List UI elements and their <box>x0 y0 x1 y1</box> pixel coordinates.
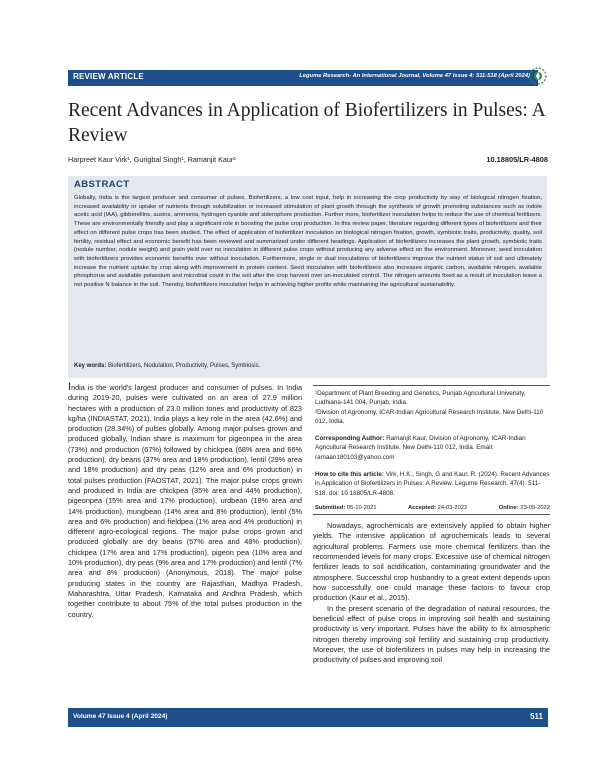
paragraph: In the present scenario of the degradation of natural resources, the beneficial effect of pulse crops in improving soil health and sustaining productivity is very important. Pulses have the ability to fix atmospheric nitrogen thereby improving soil fertility and sustaining crop productivity. Moreover, the use of biofertilizers in pulses may help in increasing the productivity of pulses and improving soil <box>313 603 550 665</box>
drop-letter: I <box>68 381 72 393</box>
footer-issue: Volume 47 Issue 4 (April 2024) <box>73 713 168 720</box>
article-title: Recent Advances in Application of Biofertilizers in Pulses: A Review <box>68 100 545 146</box>
abstract-heading: ABSTRACT <box>74 179 130 190</box>
online-label: Online: <box>498 505 519 511</box>
affiliation-2: ²Division of Agronomy, ICAR-Indian Agricultural Research Institute, New Delhi-110 012, India. <box>315 408 544 425</box>
corresponding-label: Corresponding Author: <box>315 435 385 442</box>
page-number: 511 <box>530 712 543 721</box>
body-right-column <box>313 521 550 666</box>
arc-logo-icon <box>528 66 548 86</box>
intro-text: ndia is the world's largest producer and consumer of pulses. In India during 2019-20, pulses were cultivated on an area of 27.9 million hectares with a production of 23.0 million tones and productivity of 823 kg/ha (INDIASTAT, 2021). India plays a key role in the area (42.6%) and production (28.34%) of pulses globally. Among major pulses grown and produced globally, Indian share is maximum for pigeonpea in the area (73%) and production (67%) followed by chickpea (68% area and 66% production), dry beans (37% area and 18% production), lentil (29% area and 18% production) and dry peas (12% area and 6% production) in total pulses production (FAOSTAT, 2021). The major pulse crops grown and produced in India are chickpea (35% area and 44% production), pigeonpea (15% area and 17% production), urdbean (18% area and 14% production), mungbean (14% area and 8% production), lentil (5% area and 6% production) and fieldpea (1% area and 4% production) in different agro-ecological regions. The major pulse crops grown and produced globally are dry beans (57% area and 48% production), chickpea (17% area and 17% production), pigeon pea (10% area and 10% production), dry peas (9% area and 17% production) and lentil (7% area and 8% production) (Anonymous, 2018). The major pulse producing states in the country are Rajasthan, Madhya Pradesh, Maharashtra, Uttar Pradesh, Karnataka and Andhra Pradesh, which together contribute to about 75% of the total pulses production in the country. <box>68 383 302 619</box>
accepted-label: Accepted: <box>408 505 437 511</box>
paragraph: Nowadays, agrochemicals are extensively applied to obtain higher yields. The intensive application of agrochemicals leads to several agricultural problems. Farmers use more chemical fertilizers than the recommended levels for many crops. Excessive use of chemical nitrogen fertilizer leads to soil acidification, contaminating groundwater and the atmosphere. Successful crop husbandry to a great extent depends upon how successfully one could manage these factors to favour crop production (Kaur et al., 2015). <box>313 521 550 603</box>
authors: Harpreet Kaur Virk¹, Gurigbal Singh¹, Ramanjit Kaur² <box>68 155 236 164</box>
divider <box>313 514 550 515</box>
divider <box>313 385 550 386</box>
introduction <box>68 382 302 620</box>
submitted-date: 05-10-2021 <box>346 505 377 511</box>
corresponding-author <box>315 434 550 462</box>
affiliation-1: ¹Department of Plant Breeding and Genetics, Punjab Agricultural University, Ludhiana-141 004, Punjab, India. <box>315 390 526 407</box>
dates <box>315 505 550 511</box>
submitted-label: Submitted: <box>315 505 346 511</box>
citation-text: Virk, H.K., Singh, G and Kaur, R. (2024). Recent Advances in Application of Biofertilizers in Pulses: A Review. Legume Research. 47(4): 511-518. doi: 10.18805/LR-4808. <box>315 471 550 497</box>
accepted-date: 24-03-2022 <box>437 505 468 511</box>
affiliations <box>315 389 550 426</box>
article-type-label: REVIEW ARTICLE <box>73 72 144 81</box>
keywords-list: Biofertilizers, Nodulation, Productivity, Pulses, Symbiosis. <box>108 363 261 369</box>
online-date: 23-05-2022 <box>520 505 550 511</box>
abstract-text: Globally, India is the largest producer and consumer of pulses. Biofertilizers, a low cost input, help in increasing the crop productivity by way of biological nitrogen fixation, increased availability or uptake of nutrients through solubilization or increased stimulation of plant growth through the synthesis of growth promoting substances such as indole acetic acid (IAA), gibberellins, auxins, ammonia, hydrogen cyanide and siderophore production. Further more, biofertilizer inoculation helps to reduce the use of chemical fertilizers. These are environmentally friendly and play a significant role in boosting the pulse crop production. In this review paper, literature regarding different types of biofertilizers and their effect on different pulse crops has been studied. The effect of application of biofertilizer inoculation on biological nitrogen fixation, growth, symbiotic traits, productivity, quality, soil fertility, residual effect and economic benefit has been reviewed and summarized under different headings. Application of biofertilizers increases the plant growth, symbiotic traits (nodule number, nodule weight) and grain yield over no inoculation in different pulse crops without producing any adverse effect on the environment. Moreover, seed inoculation with biofertilizers provides economic benefits over without inoculation. Furthermore, single or dual inoculations of biofertilizers improve the nutrient status of soil and ultimately increase the nutrient uptake by crop along with improvement in protein content. Seed inoculation with biofertilizers also increases organic carbon, available nitrogen, available phosphorus and available potassium and microbial count in the soil after the crop harvest over un-inoculated control. The nitrogen amounts fixed as a result of inoculation leave a net positive N balance in the soil. Thereby, biofertilizers inoculation helps in achieving higher profits while maintaining the agricultural sustainability. <box>74 195 542 289</box>
citation-label: How to cite this article: <box>315 471 384 478</box>
keywords-label: Key words: <box>74 363 107 369</box>
keywords <box>74 363 542 369</box>
corresponding-text: Ramanjit Kaur, Division of Agronomy, ICAR-Indian Agricultural Research Institute, New Delhi-110 012, India. Email: ramaan180103@yahoo.com <box>315 435 526 461</box>
journal-citation: Legume Research- An International Journal, Volume 47 Issue 4: 511-518 (April 2024) <box>299 73 530 79</box>
citation <box>315 470 550 498</box>
doi[interactable]: 10.18805/LR-4808 <box>486 155 548 164</box>
